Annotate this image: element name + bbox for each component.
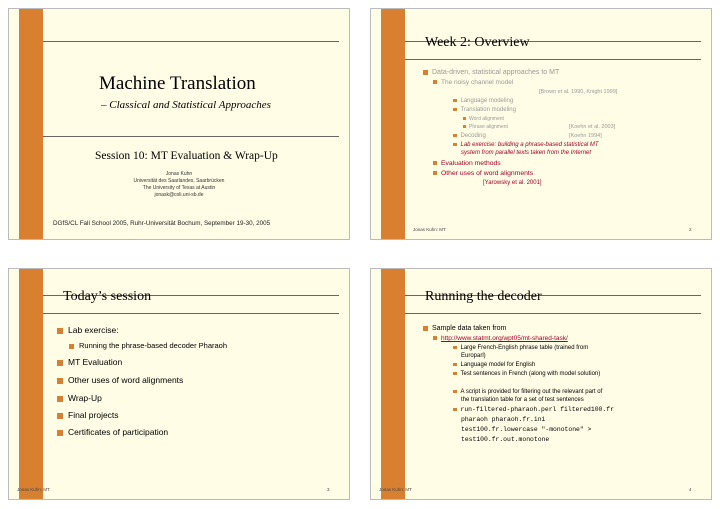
square-bullet-icon — [433, 336, 437, 340]
affiliation-2: The University of Texas at Austin — [142, 185, 216, 191]
title-rule — [405, 59, 701, 60]
email: jonask@coli.uni-sb.de — [154, 192, 204, 198]
square-bullet-icon — [453, 346, 457, 350]
square-bullet-icon — [453, 134, 457, 138]
list-item: Other uses of word alignments — [57, 375, 183, 385]
slide-4[interactable] — [370, 268, 712, 500]
footer-author: Jonas Kuhn: MT — [17, 487, 50, 492]
page-number: 3 — [327, 487, 330, 492]
accent-bar — [19, 269, 43, 499]
slide-2[interactable] — [370, 8, 712, 240]
shared-task-link[interactable]: http://www.statmt.org/wpt05/mt-shared-task/ — [441, 335, 568, 342]
bullet: The noisy channel model — [433, 79, 513, 86]
slide2-title: Week 2: Overview — [425, 35, 530, 50]
code-line: test100.fr.out.monotone — [461, 436, 550, 443]
list-item: Wrap-Up — [57, 393, 102, 403]
page-number: 4 — [689, 487, 692, 492]
square-bullet-icon — [423, 70, 428, 75]
list-item: Lab exercise: — [57, 325, 119, 335]
title-rule — [405, 313, 701, 314]
author: Jonas Kuhn — [165, 171, 193, 177]
bullet-continuation: Europarl) — [461, 353, 486, 359]
bullet: Phrase alignment — [463, 124, 508, 130]
bullet: Evaluation methods — [433, 160, 501, 167]
footer-author: Jonas Kuhn: MT — [379, 487, 412, 492]
list-item: Running the phrase-based decoder Pharaoh — [69, 341, 227, 350]
slide4-title: Running the decoder — [425, 289, 542, 304]
square-bullet-icon — [463, 117, 466, 120]
reference: [Brown et al. 1990, Knight 1999] — [539, 89, 618, 95]
bullet: Sample data taken from — [423, 325, 506, 332]
list-item: MT Evaluation — [57, 357, 122, 367]
reference: [Yarowsky et al. 2001] — [483, 180, 542, 186]
square-bullet-icon — [453, 143, 457, 147]
code-line: run-filtered-pharaoh.perl filtered100.fr — [453, 406, 614, 413]
code-line: test100.fr.lowercase "-monotone" > — [461, 426, 592, 433]
square-bullet-icon — [57, 413, 63, 419]
square-bullet-icon — [433, 171, 437, 175]
square-bullet-icon — [453, 372, 457, 376]
square-bullet-icon — [433, 161, 437, 165]
title-rule — [43, 313, 339, 314]
affiliation-1: Universität des Saarlandes, Saarbrücken — [133, 178, 225, 184]
square-bullet-icon — [57, 396, 63, 402]
footer-author: Jonas Kuhn: MT — [413, 227, 446, 232]
page-number: 2 — [689, 227, 692, 232]
bullet: Test sentences in French (along with model solution) — [453, 371, 600, 377]
bullet-continuation: system from parallel texts taken from the Internet — [461, 150, 592, 156]
square-bullet-icon — [453, 363, 457, 367]
accent-bar — [381, 269, 405, 499]
top-rule — [43, 41, 339, 42]
square-bullet-icon — [69, 344, 74, 349]
bullet-continuation: the translation table for a set of test sentences — [461, 397, 584, 403]
square-bullet-icon — [433, 80, 437, 84]
code-line: pharaoh pharaoh.fr.ini — [461, 416, 546, 423]
mid-rule — [43, 136, 339, 137]
square-bullet-icon — [57, 430, 63, 436]
bullet — [433, 335, 568, 342]
accent-bar — [381, 9, 405, 239]
square-bullet-icon — [423, 326, 428, 331]
bullet: A script is provided for filtering out the relevant part of — [453, 389, 602, 395]
square-bullet-icon — [453, 408, 457, 412]
event-line: DGfS/CL Fall School 2005, Ruhr-Universität Bochum, September 19-30, 2005 — [53, 220, 271, 227]
bullet: Decoding — [453, 133, 486, 139]
square-bullet-icon — [453, 108, 457, 112]
slide-1[interactable] — [8, 8, 350, 240]
square-bullet-icon — [453, 390, 457, 394]
square-bullet-icon — [57, 328, 63, 334]
bullet: Language modeling — [453, 98, 513, 104]
bullet: Translation modeling — [453, 107, 516, 113]
slide1-subtitle: – Classical and Statistical Approaches — [101, 99, 271, 111]
bullet: Lab exercise: building a phrase-based statistical MT — [453, 142, 599, 148]
square-bullet-icon — [57, 378, 63, 384]
bullet: Data-driven, statistical approaches to MT — [423, 69, 559, 76]
bullet: Other uses of word alignments — [433, 170, 533, 177]
slide3-title: Today’s session — [63, 289, 152, 304]
square-bullet-icon — [57, 360, 63, 366]
accent-bar — [19, 9, 43, 239]
bullet: Large French-English phrase table (trained from — [453, 345, 588, 351]
slide1-title: Machine Translation — [99, 73, 256, 94]
slide1-session: Session 10: MT Evaluation & Wrap-Up — [95, 150, 278, 162]
reference: [Koehn et al. 2003] — [569, 124, 616, 130]
bullet: Word alignment — [463, 116, 504, 122]
list-item: Certificates of participation — [57, 427, 168, 437]
list-item: Final projects — [57, 410, 119, 420]
reference: [Koehn 1994] — [569, 133, 602, 139]
square-bullet-icon — [453, 99, 457, 103]
slide-3[interactable] — [8, 268, 350, 500]
bullet: Language model for English — [453, 362, 535, 368]
square-bullet-icon — [463, 125, 466, 128]
